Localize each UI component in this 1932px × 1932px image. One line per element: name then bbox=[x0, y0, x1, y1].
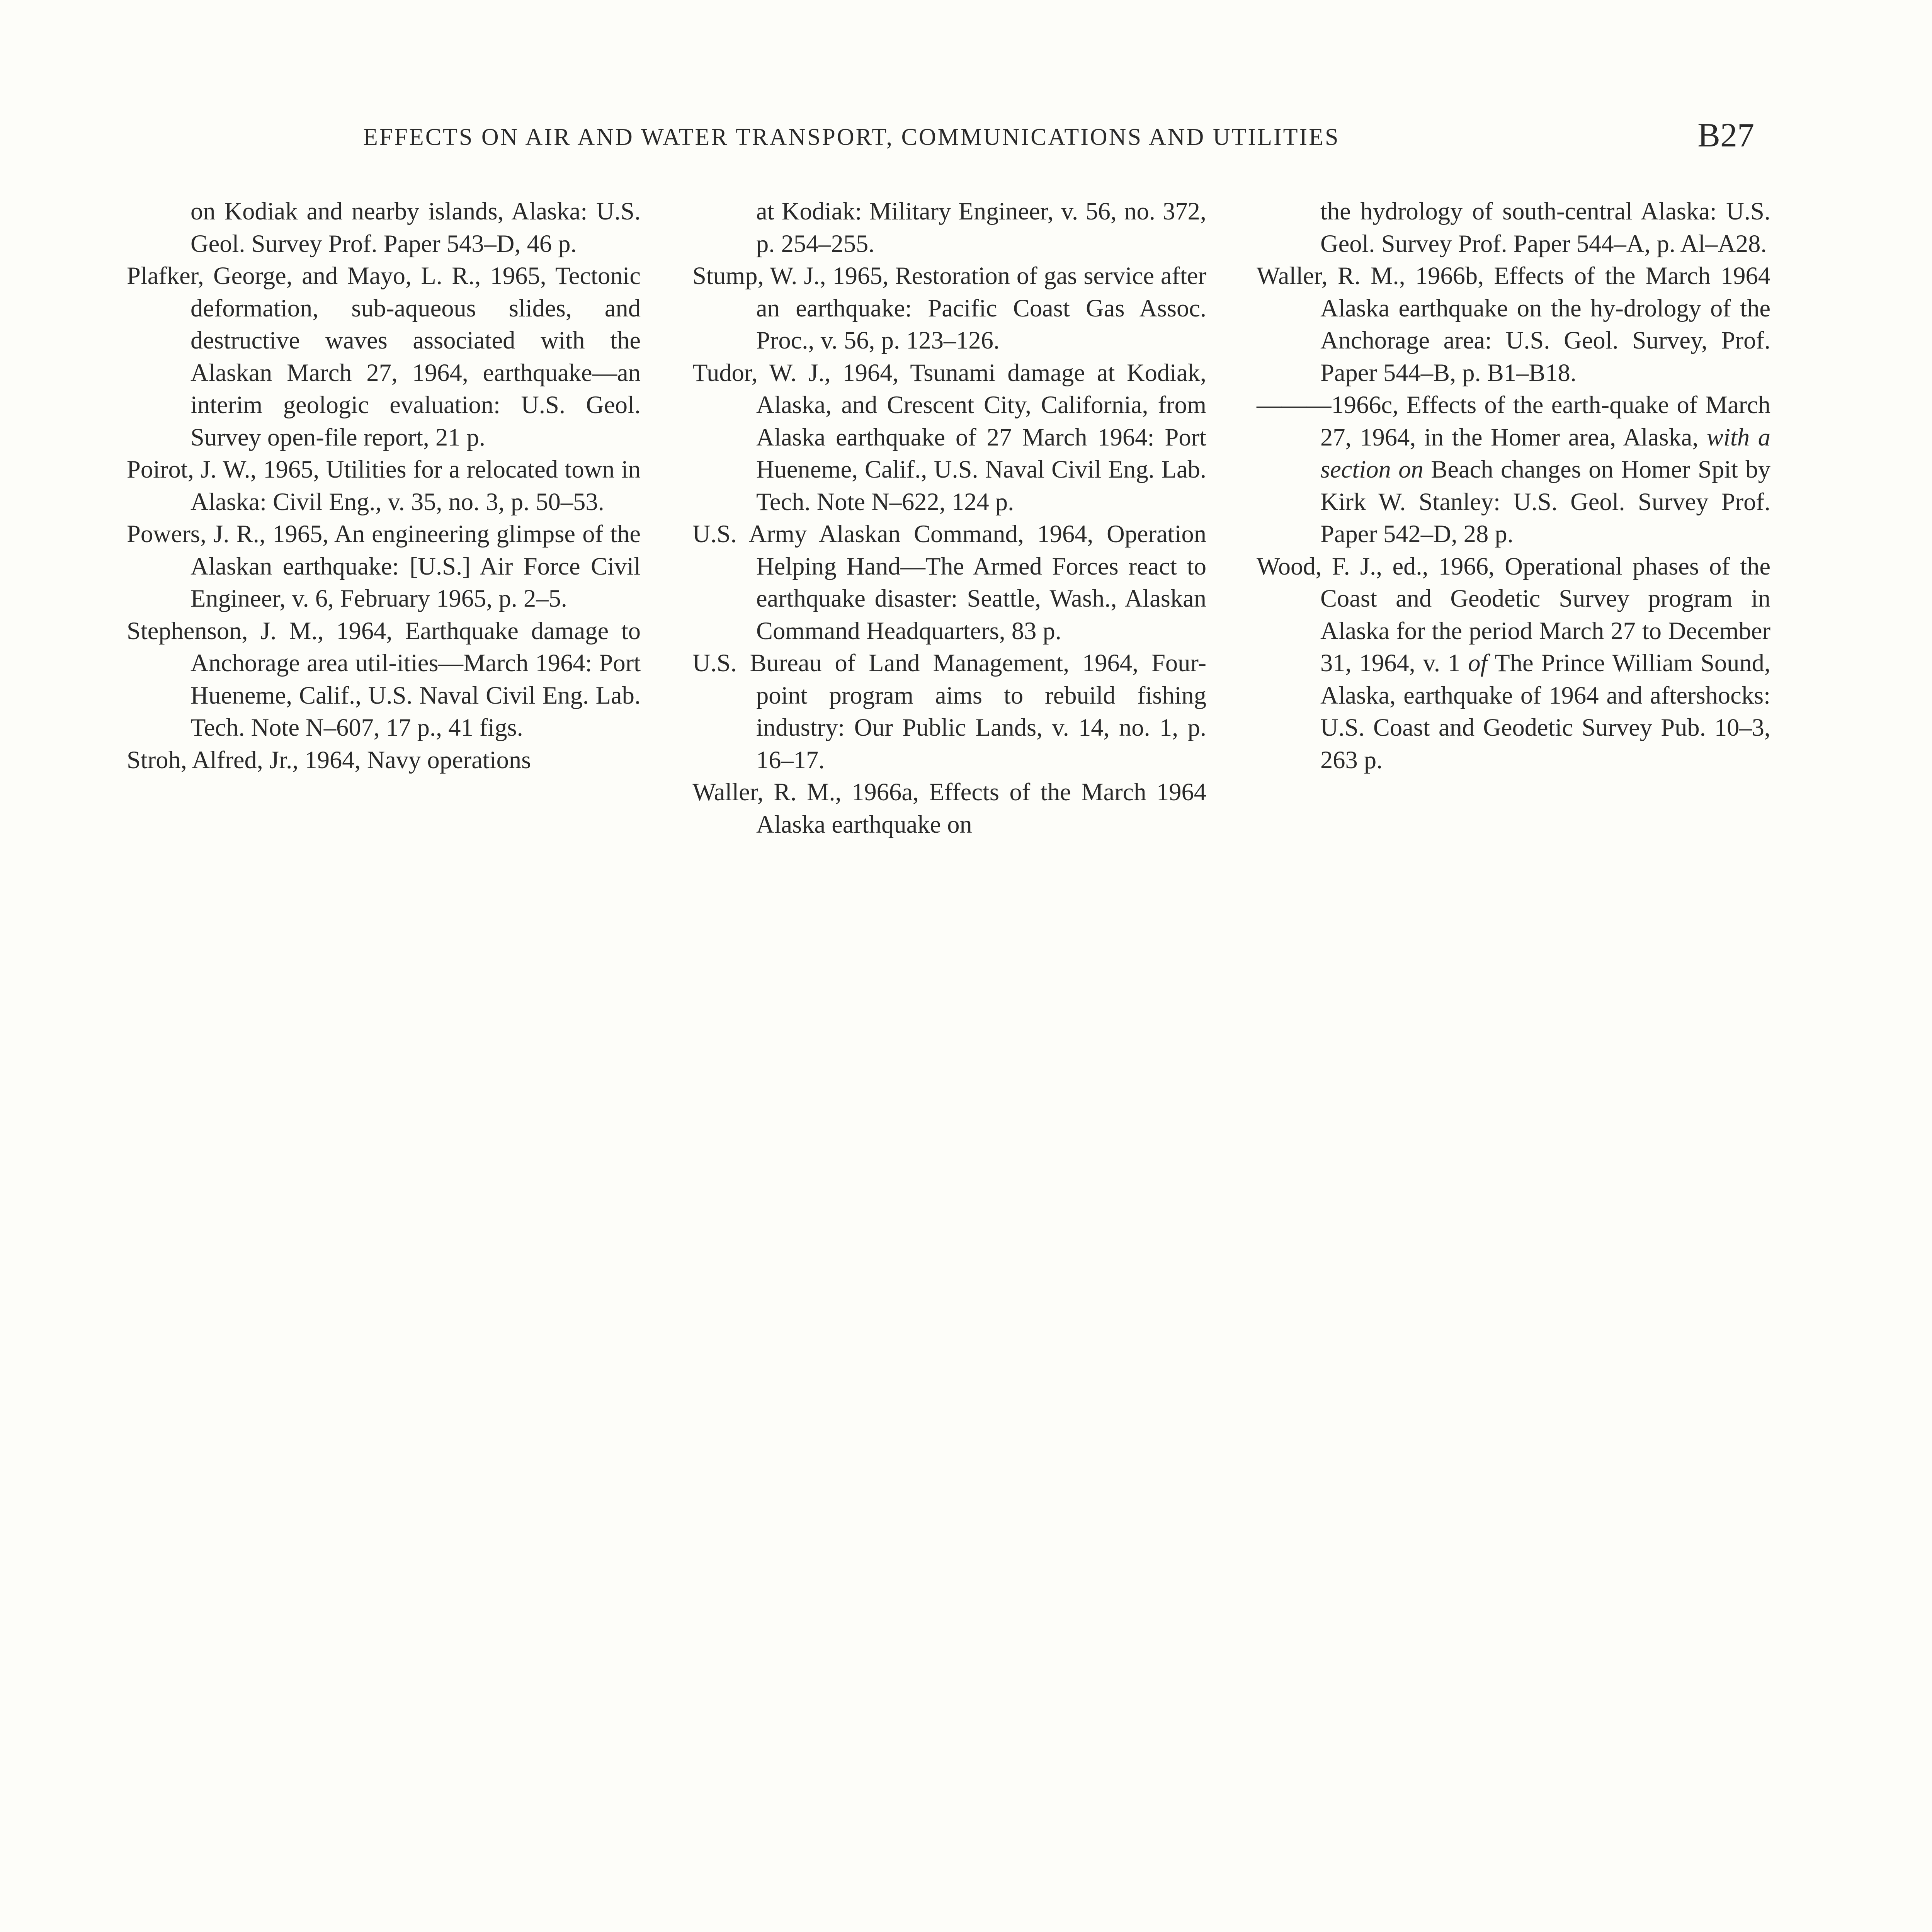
references-column-2 bbox=[692, 195, 1206, 840]
running-title: EFFECTS ON AIR AND WATER TRANSPORT, COMMUNICATIONS AND UTILITIES bbox=[363, 124, 1340, 150]
reference-entry bbox=[1257, 550, 1770, 776]
reference-entry: Waller, R. M., 1966b, Effects of the March 1964 Alaska earthquake on the hy-drology of the Anchorage area: U.S. Geol. Survey, Prof. Paper 544–B, p. B1–B18. bbox=[1257, 262, 1770, 386]
reference-text: The Prince William Sound, Alaska, earthquake of 1964 and aftershocks: U.S. Coast and Geodetic Survey Pub. 10–3, 263 p. bbox=[1320, 649, 1771, 774]
reference-entry: Waller, R. M., 1966a, Effects of the March 1964 Alaska earthquake on bbox=[692, 778, 1206, 838]
page-number: B27 bbox=[1697, 117, 1754, 154]
reference-entry: Stephenson, J. M., 1964, Earthquake damage to Anchorage area util-ities—March 1964: Port Hueneme, Calif., U.S. Naval Civil Eng. Lab. Tech. Note N–607, 17 p., 41 figs. bbox=[127, 617, 641, 741]
references-column-1 bbox=[127, 195, 641, 776]
reference-text: Wood, F. J., ed., 1966, Operational phases of the Coast and Geodetic Survey program in Alaska for the period March 27 to December 31, 1964, v. 1 bbox=[1257, 552, 1770, 677]
reference-entry: Powers, J. R., 1965, An engineering glimpse of the Alaskan earthquake: [U.S.] Air Force Civil Engineer, v. 6, February 1965, p. 2–5. bbox=[127, 520, 641, 612]
reference-entry: on Kodiak and nearby islands, Alaska: U.S. Geol. Survey Prof. Paper 543–D, 46 p. bbox=[190, 197, 641, 257]
reference-entry: Stump, W. J., 1965, Restoration of gas service after an earthquake: Pacific Coast Gas Assoc. Proc., v. 56, p. 123–126. bbox=[692, 262, 1206, 354]
reference-italic-text: with a section on bbox=[1320, 423, 1770, 483]
reference-entry: Stroh, Alfred, Jr., 1964, Navy operations bbox=[127, 746, 531, 774]
reference-entry: U.S. Bureau of Land Management, 1964, Four-point program aims to rebuild fishing industry: Our Public Lands, v. 14, no. 1, p. 16–17. bbox=[692, 649, 1206, 774]
reference-entry: the hydrology of south-central Alaska: U.S. Geol. Survey Prof. Paper 544–A, p. Al–A28. bbox=[1320, 197, 1770, 257]
references-column-3 bbox=[1257, 195, 1770, 776]
reference-text: Beach changes on Homer Spit by Kirk W. Stanley: U.S. Geol. Survey Prof. Paper 542–D, 28 p. bbox=[1320, 456, 1770, 548]
reference-entry: U.S. Army Alaskan Command, 1964, Operation Helping Hand—The Armed Forces react to earthquake disaster: Seattle, Wash., Alaskan Command Headquarters, 83 p. bbox=[692, 520, 1206, 645]
reference-entry: at Kodiak: Military Engineer, v. 56, no. 372, p. 254–255. bbox=[756, 197, 1206, 257]
reference-entry: Plafker, George, and Mayo, L. R., 1965, Tectonic deformation, sub-aqueous slides, and destructive waves associated with the Alaskan March 27, 1964, earthquake—an interim geologic evaluation: U.S. Geol. Survey open-file report, 21 p. bbox=[127, 262, 641, 451]
reference-italic-text: of bbox=[1468, 649, 1488, 677]
reference-entry bbox=[1257, 389, 1770, 550]
reference-text: ———1966c, Effects of the earth-quake of March 27, 1964, in the Homer area, Alaska, bbox=[1257, 391, 1770, 451]
reference-entry: Poirot, J. W., 1965, Utilities for a relocated town in Alaska: Civil Eng., v. 35, no. 3, p. 50–53. bbox=[127, 456, 641, 515]
reference-entry: Tudor, W. J., 1964, Tsunami damage at Kodiak, Alaska, and Crescent City, California, from Alaska earthquake of 27 March 1964: Port Hueneme, Calif., U.S. Naval Civil Eng. Lab. Tech. Note N–622, 124 p. bbox=[692, 359, 1206, 515]
